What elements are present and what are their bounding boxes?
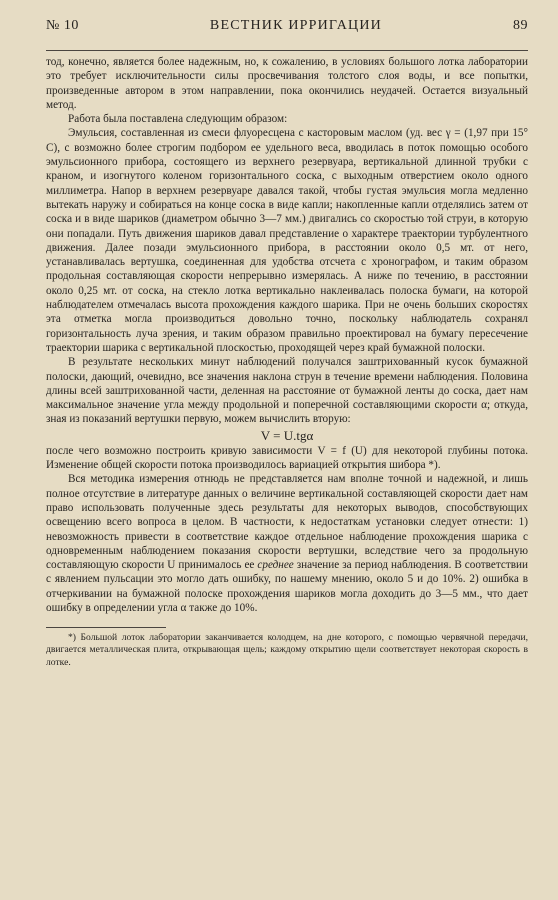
paragraph-3: Эмульсия, составленная из смеси флуоресцена с касторовым маслом (уд. вес γ = (1,97 при 15° С), с возможно более строгим подбором ее удельного веса, вводилась в поток помощью особого эмульсионного прибора, состоящего из верхнего резервуара, вертикальной длинной трубки с краном, и изогнутого коленом горизонтального соска, с выходным отверстием около одного миллиметра. Напор в верхнем резервуаре давался такой, чтобы густая эмульсия могла медленно вытекать наружу и собираться на конце соска в виде капли; накопленные капли отделялись затем от соска и в виде шариков (диаметром обычно 3—7 мм.) двигались со скоростью той струи, в которую они попадали. Путь движения шариков давал представление о характере траектории турбулентного движения. Далее позади эмульсионного прибора, в расстоянии около 0,5 мт. от него, устанавливалась вертушка, соединенная для удобства отсчета с хронографом, и таким образом продольная составляющая скорости непрерывно измерялась. А ниже по течению, в расстоянии около 0,25 мт. от соска, на стекло лотка вертикально наклеивалась полоска бумаги, на которой наблюдателем отмечалась высота прохождения каждого шарика. При не очень больших скоростях эта отметка могла производиться довольно точно, поскольку наблюдатель сохранял горизонтальность луча зрения, и таким образом правильно проектировал на бумагу пересечение траектории шарика с вертикальной плоскостью, проходящей через край бумажной полоски.: [46, 127, 528, 354]
article-body: [46, 55, 528, 615]
issue-number: № 10: [46, 18, 79, 33]
paragraph-4: В результате нескольких минут наблюдений получался заштрихованный кусок бумажной полоски, дающий, очевидно, все значения наклона струн в течение времени наблюдения. Половина длины всей заштрихованной части, деленная на расстояние от бумажной ленты до соска, дает нам максимальное значение угла между продольной и поперечной составляющими скорости α; откуда, зная из показаний вертушки первую, можем вычислить вторую:: [46, 356, 528, 426]
paragraph-2: Работа была поставлена следующим образом:: [68, 113, 288, 126]
page-number: 89: [513, 18, 528, 33]
header-rule: [46, 50, 528, 51]
paragraph-6-text: Вся методика измерения отнюдь не представляется нам вполне точной и надежной, и лишь полное отсутствие в литературе данных о величине вертикальной составляющей скорости дает нам право использовать полученные здесь результаты для некоторых выводов, способствующих освещению всего вопроса в целом. В частности, к недостаткам установки следует отнести: 1) невозможность привести в соответствие каждое отдельное наблюдение прохождения шарика с одновременным наблюдением показания скорости вертушки, вследствие чего за продольную составляющую скорости U принималось ее: [46, 473, 528, 572]
paragraph-1: тод, конечно, является более надежным, но, к сожалению, в условиях большого лотка лаборатории это требует исключительности силы просвечивания толстого слоя воды, и все попытки, произведенные автором в этом направлении, пока окончились неудачей. Остается визуальный метод.: [46, 56, 528, 111]
journal-title: ВЕСТНИК ИРРИГАЦИИ: [209, 18, 382, 33]
paragraph-5: после чего возможно построить кривую зависимости V = f (U) для некоторой глубины потока. Изменение общей скорости потока производилось вариацией открытия шибора *).: [46, 444, 528, 472]
paragraph-6-continued: значение за период наблюдения. В соответствии с явлением пульсации это могло дать ошибку, по нашему мнению, около 5 и до 10%. 2) ошибка в отчеркивании на бумажной полоске прохождения шариков могла доходить до 3—5 мм., что дает ошибку в определении угла α также до 10%.: [46, 559, 529, 614]
footnote: *) Большой лоток лаборатории заканчивается колодцем, на дне которого, с помощью червячной передачи, двигается металлическая плита, открывающая щель; каждому открытию щели соответствует некоторая скорость в лотке.: [46, 632, 528, 668]
page-header: [46, 18, 528, 46]
paragraph-6: [46, 472, 528, 615]
formula: V = U.tgα: [260, 427, 314, 443]
emphasis-srednee: среднее: [257, 559, 294, 572]
footnote-rule: [46, 627, 166, 628]
